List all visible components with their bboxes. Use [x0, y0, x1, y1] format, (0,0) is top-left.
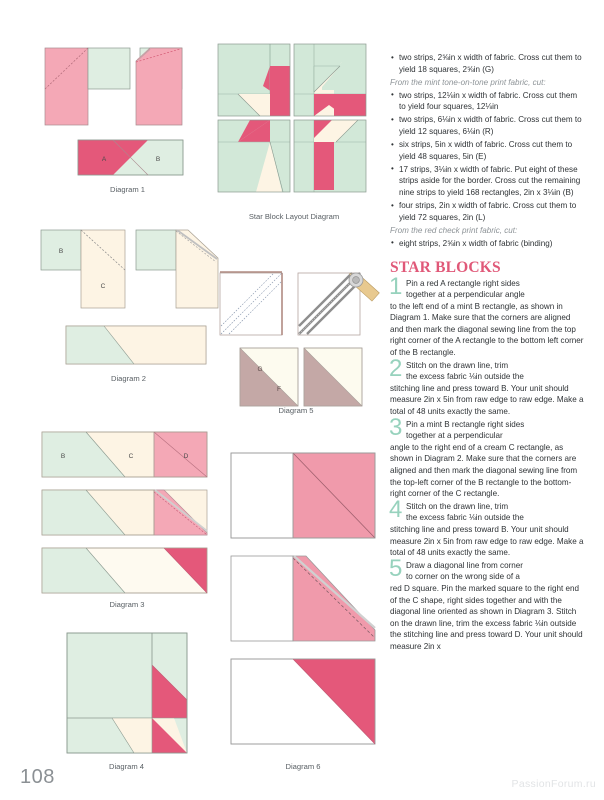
diagram-3-caption: Diagram 3: [109, 600, 145, 609]
step-body: stitching line and press toward B. Your unit should measure 2in x 5in from raw edge to raw edge. Make a total of 48 units exactly the same.: [390, 524, 584, 558]
diagram-2-caption: Diagram 2: [110, 374, 147, 383]
step-line-1: Pin a red A rectangle right sides: [406, 278, 520, 288]
instructions-column: [390, 52, 586, 654]
diagram-5-caption: Diagram 5: [278, 406, 314, 415]
diagram-6-figure: [228, 450, 378, 760]
step-number: 1: [389, 272, 403, 300]
list-item: • four strips, 2in x width of fabric. Cross cut them to yield 72 squares, 2in (L): [390, 200, 586, 223]
list-item: • six strips, 5in x width of fabric. Cross cut them to yield 48 squares, 5in (E): [390, 139, 586, 162]
step-number: 4: [389, 495, 403, 523]
step-line-1: Pin a mint B rectangle right sides: [406, 419, 525, 429]
list-item: • two strips, 2⅝in x width of fabric. Cross cut them to yield 18 squares, 2⅝in (G): [390, 52, 586, 75]
svg-text:C: C: [128, 453, 134, 460]
step-number: 5: [389, 554, 403, 582]
step-line-1: Stitch on the drawn line, trim: [406, 501, 509, 511]
list-item: • 17 strips, 3⅛in x width of fabric. Put eight of these strips aside for the border. Cross cut the remaining nine strips to yield 168 rectangles, 2in x 3⅛in (B): [390, 164, 586, 199]
step-line-2: the excess fabric ⅛in outside the: [406, 513, 524, 523]
svg-text:G: G: [257, 366, 263, 373]
diagram-5-figure: [216, 268, 376, 400]
diagram-6-caption: Diagram 6: [285, 762, 321, 771]
step-body: to the left end of a mint B rectangle, as shown in Diagram 1. Make sure that the corners are aligned and then mark the diagonal sewing line from the top right corner of the A rectangle to the bottom left corner of the B rectangle.: [390, 301, 584, 358]
diagram-3-figure: [38, 428, 216, 608]
diagram-4-caption: Diagram 4: [108, 762, 145, 771]
step-5: [389, 554, 586, 653]
svg-text:A: A: [101, 156, 107, 163]
step-number: 3: [389, 413, 403, 441]
step-number: 2: [389, 354, 403, 382]
star-block-layout-figure: [216, 42, 371, 204]
svg-text:B: B: [60, 453, 66, 460]
list-item: • eight strips, 2⅝in x width of fabric (binding): [390, 238, 586, 250]
star-block-layout-caption: Star Block Layout Diagram: [248, 212, 340, 221]
mint-fabric-heading: From the mint tone-on-tone print fabric, cut:: [390, 77, 546, 87]
svg-text:D: D: [183, 453, 189, 460]
cutting-list-mint: [390, 90, 586, 224]
step-line-2: together at a perpendicular angle: [406, 290, 525, 300]
diagram-4-figure: [64, 630, 189, 755]
svg-text:B: B: [155, 156, 161, 163]
diagram-1-figure: [40, 44, 215, 194]
step-1: [389, 272, 586, 359]
step-line-1: Draw a diagonal line from corner: [406, 560, 523, 570]
diagram-1-caption: Diagram 1: [109, 185, 146, 194]
section-heading-star-blocks: STAR BLOCKS: [390, 258, 501, 276]
step-4: [389, 495, 586, 559]
step-body: stitching line and press toward B. Your unit should measure 2in x 5in from raw edge to raw edge. Make a total of 48 units exactly the same.: [390, 383, 584, 417]
step-2: [389, 354, 586, 418]
cutting-list-pre-mint: [390, 52, 586, 75]
svg-text:C: C: [100, 283, 106, 290]
page-number: 108: [20, 766, 55, 788]
red-fabric-heading: From the red check print fabric, cut:: [390, 225, 518, 235]
svg-text:F: F: [277, 386, 281, 393]
svg-text:B: B: [58, 248, 64, 255]
step-3: [389, 413, 586, 500]
step-line-2: the excess fabric ⅛in outside the: [406, 372, 524, 382]
step-line-1: Stitch on the drawn line, trim: [406, 360, 509, 370]
step-line-2: together at a perpendicular: [406, 431, 503, 441]
diagram-2-figure: [36, 226, 221, 386]
watermark: PassionForum.ru: [511, 778, 596, 790]
step-line-2: to corner on the wrong side of a: [406, 572, 520, 582]
list-item: • two strips, 6⅛in x width of fabric. Cross cut them to yield 12 squares, 6⅛in (R): [390, 114, 586, 137]
cutting-list-red: [390, 238, 586, 250]
step-body: red D square. Pin the marked square to the right end of the C shape, right sides together and with the diagonal line oriented as shown in Diagram 3. Stitch on the drawn line, trim the excess fabric ⅛in outside the stitching line and press toward D. Your unit should measure 2in x: [390, 583, 583, 651]
step-body: angle to the right end of a cream C rectangle, as shown in Diagram 2. Make sure that the corners are aligned and then mark the diagonal sewing line from the top-left corner of the B rectangle to the bottom-right corner of the C rectangle.: [390, 442, 578, 499]
list-item: • two strips, 12⅛in x width of fabric. Cross cut them to yield four squares, 12⅛in: [390, 90, 586, 113]
